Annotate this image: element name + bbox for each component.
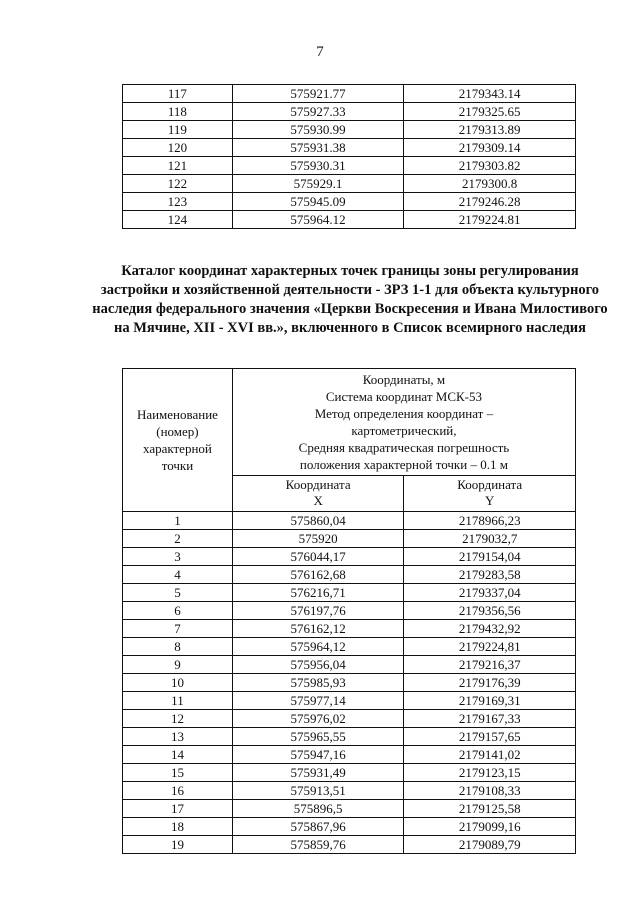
point-number-cell: 3	[123, 548, 233, 566]
table-row	[123, 121, 576, 139]
point-number-cell: 9	[123, 656, 233, 674]
table-row	[123, 175, 576, 193]
coordinate-y-cell: 2179432,92	[404, 620, 576, 638]
coordinate-y-cell: 2179108,33	[404, 782, 576, 800]
point-number-cell: 11	[123, 692, 233, 710]
coordinate-x-cell: 575976,02	[232, 710, 404, 728]
coordinate-x-cell: 575860,04	[232, 512, 404, 530]
point-number-cell: 118	[123, 103, 233, 121]
page-number: 7	[316, 44, 324, 60]
table-row	[123, 836, 576, 854]
point-number-cell: 18	[123, 818, 233, 836]
coordinate-x-cell: 575947,16	[232, 746, 404, 764]
point-number-cell: 13	[123, 728, 233, 746]
coordinate-x-cell: 575859,76	[232, 836, 404, 854]
coordinate-x-cell: 576162,68	[232, 566, 404, 584]
catalog-table-body	[123, 512, 576, 854]
table-row	[123, 692, 576, 710]
point-number-cell: 10	[123, 674, 233, 692]
table-row	[123, 818, 576, 836]
point-number-cell: 2	[123, 530, 233, 548]
table-row	[123, 548, 576, 566]
coordinate-y-cell: 2179343.14	[404, 85, 576, 103]
coordinate-x-cell: 575931.38	[232, 139, 404, 157]
table-row	[123, 584, 576, 602]
point-number-cell: 120	[123, 139, 233, 157]
point-number-cell: 6	[123, 602, 233, 620]
point-number-cell: 119	[123, 121, 233, 139]
coordinate-y-cell: 2179325.65	[404, 103, 576, 121]
table-row	[123, 157, 576, 175]
catalog-table-header	[123, 369, 576, 512]
coordinate-y-cell: 2179089,79	[404, 836, 576, 854]
table-row	[123, 782, 576, 800]
coordinate-x-cell: 576216,71	[232, 584, 404, 602]
coordinate-y-cell: 2179169,31	[404, 692, 576, 710]
table-row	[123, 674, 576, 692]
table-row	[123, 602, 576, 620]
coordinate-y-cell: 2179099,16	[404, 818, 576, 836]
table-row	[123, 710, 576, 728]
point-number-cell: 4	[123, 566, 233, 584]
point-number-cell: 16	[123, 782, 233, 800]
coordinate-y-cell: 2179300.8	[404, 175, 576, 193]
coordinate-x-cell: 575930.31	[232, 157, 404, 175]
point-number-cell: 14	[123, 746, 233, 764]
table-row	[123, 638, 576, 656]
table-row	[123, 512, 576, 530]
coordinates-table-continued-body	[123, 85, 576, 229]
coordinate-x-cell: 575929.1	[232, 175, 404, 193]
point-number-cell: 117	[123, 85, 233, 103]
coordinate-x-cell: 576197,76	[232, 602, 404, 620]
coordinate-y-cell: 2179356,56	[404, 602, 576, 620]
coordinates-catalog-table	[122, 368, 576, 854]
table-row	[123, 193, 576, 211]
coordinate-x-cell: 576162,12	[232, 620, 404, 638]
coordinate-y-cell: 2179032,7	[404, 530, 576, 548]
coordinate-y-cell: 2179216,37	[404, 656, 576, 674]
coordinate-x-cell: 575896,5	[232, 800, 404, 818]
header-point-name: Наименование (номер) характерной точки	[123, 369, 233, 512]
coordinate-x-cell: 575965,55	[232, 728, 404, 746]
coordinate-x-cell: 575964.12	[232, 211, 404, 229]
table-row	[123, 764, 576, 782]
table-row	[123, 746, 576, 764]
coordinates-table-continued	[122, 84, 576, 229]
coordinate-y-cell: 2179313.89	[404, 121, 576, 139]
header-coordinate-y: Координата Y	[404, 476, 576, 512]
coordinate-y-cell: 2179283,58	[404, 566, 576, 584]
point-number-cell: 17	[123, 800, 233, 818]
point-number-cell: 122	[123, 175, 233, 193]
coordinate-x-cell: 575964,12	[232, 638, 404, 656]
coordinate-x-cell: 575927.33	[232, 103, 404, 121]
coordinate-x-cell: 575867,96	[232, 818, 404, 836]
point-number-cell: 1	[123, 512, 233, 530]
coordinate-x-cell: 575930.99	[232, 121, 404, 139]
point-number-cell: 12	[123, 710, 233, 728]
table-row	[123, 656, 576, 674]
coordinate-y-cell: 2179125,58	[404, 800, 576, 818]
point-number-cell: 124	[123, 211, 233, 229]
table-row	[123, 139, 576, 157]
coordinate-y-cell: 2179154,04	[404, 548, 576, 566]
coordinate-x-cell: 575913,51	[232, 782, 404, 800]
table-row	[123, 530, 576, 548]
coordinate-x-cell: 575931,49	[232, 764, 404, 782]
table-row	[123, 211, 576, 229]
coordinate-x-cell: 575985,93	[232, 674, 404, 692]
point-number-cell: 121	[123, 157, 233, 175]
point-number-cell: 7	[123, 620, 233, 638]
coordinate-y-cell: 2179167,33	[404, 710, 576, 728]
point-number-cell: 5	[123, 584, 233, 602]
coordinate-y-cell: 2179224,81	[404, 638, 576, 656]
table-row	[123, 566, 576, 584]
catalog-title: Каталог координат характерных точек границы зоны регулирования застройки и хозяйственной деятельности - ЗРЗ 1-1 для объекта культурного наследия федерального значения «Церкви Воскресения и Ивана Милостивого на Мячине, XII - XVI вв.», включенного в Список всемирного наследия	[92, 263, 608, 336]
table-row	[123, 728, 576, 746]
point-number-cell: 8	[123, 638, 233, 656]
coordinate-x-cell: 575945.09	[232, 193, 404, 211]
coordinate-x-cell: 575956,04	[232, 656, 404, 674]
point-number-cell: 19	[123, 836, 233, 854]
coordinate-x-cell: 575921.77	[232, 85, 404, 103]
header-coordinate-x: Координата X	[232, 476, 404, 512]
coordinate-y-cell: 2179157,65	[404, 728, 576, 746]
table-row	[123, 103, 576, 121]
coordinate-y-cell: 2179303.82	[404, 157, 576, 175]
table-row	[123, 85, 576, 103]
coordinate-y-cell: 2179309.14	[404, 139, 576, 157]
coordinate-y-cell: 2179123,15	[404, 764, 576, 782]
header-coordinates: Координаты, м Система координат МСК-53 Метод определения координат – картометрический, Средняя квадратическая погрешность положения характерной точки – 0.1 м	[232, 369, 575, 476]
coordinate-y-cell: 2179141,02	[404, 746, 576, 764]
coordinate-y-cell: 2179176,39	[404, 674, 576, 692]
table-row	[123, 800, 576, 818]
point-number-cell: 15	[123, 764, 233, 782]
point-number-cell: 123	[123, 193, 233, 211]
coordinate-y-cell: 2179337,04	[404, 584, 576, 602]
coordinate-x-cell: 575977,14	[232, 692, 404, 710]
coordinate-y-cell: 2179246.28	[404, 193, 576, 211]
coordinate-x-cell: 576044,17	[232, 548, 404, 566]
coordinate-y-cell: 2179224.81	[404, 211, 576, 229]
coordinate-x-cell: 575920	[232, 530, 404, 548]
table-row	[123, 620, 576, 638]
coordinate-y-cell: 2178966,23	[404, 512, 576, 530]
